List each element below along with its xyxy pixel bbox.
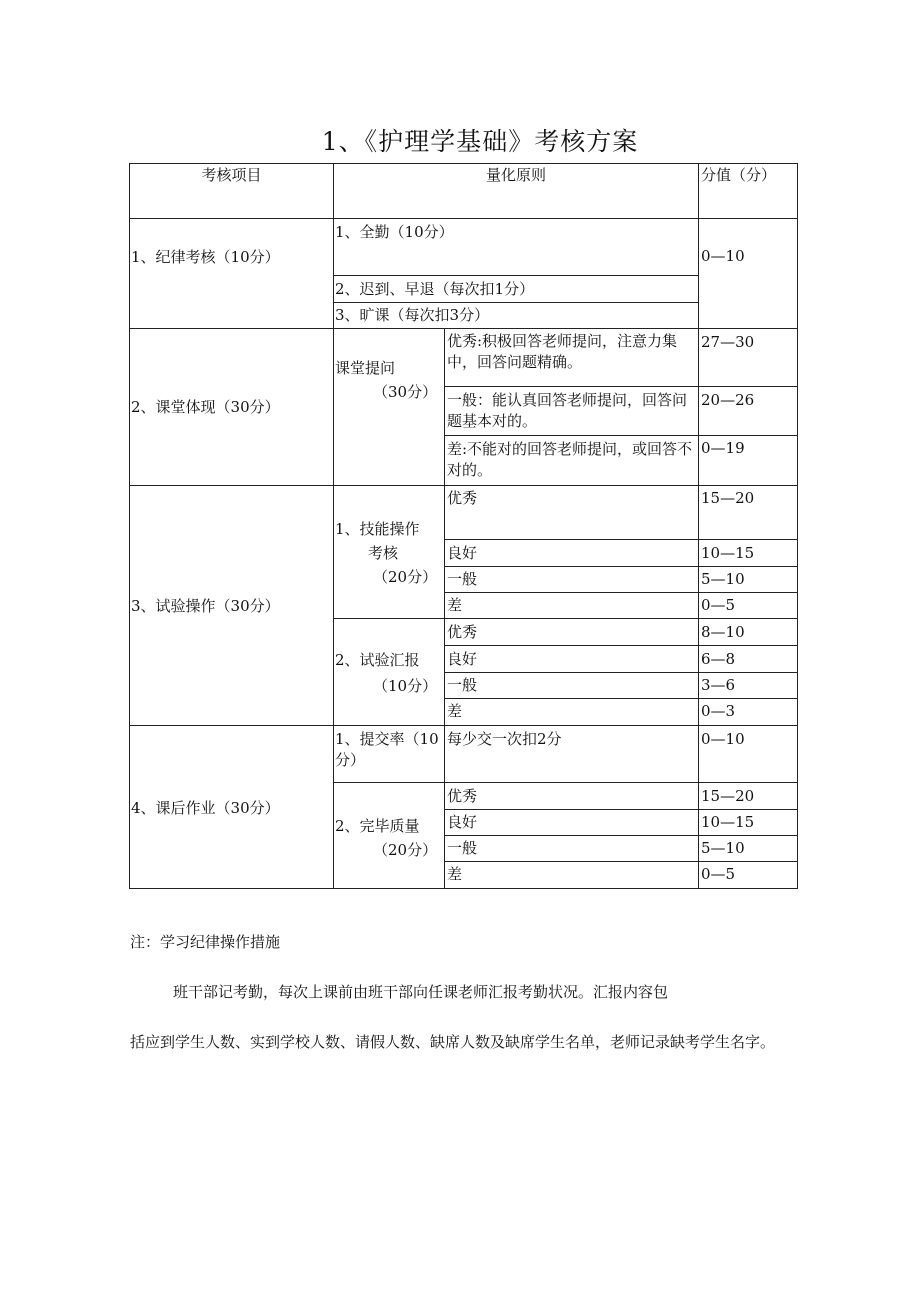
quality-grade-average: 一般 [447,839,478,857]
quality-score-poor: 0—5 [701,865,736,883]
skill-grade-excellent: 优秀 [447,489,478,507]
header-rule: 量化原则 [485,166,546,184]
classroom-score-excellent: 27—30 [701,333,755,351]
table-outer-border [130,164,798,889]
experiment-report-label: 2、试验汇报 [335,651,420,669]
report-grade-poor: 差 [447,702,463,720]
quality-grade-poor: 差 [447,865,463,883]
classroom-level-excellent: 优秀:积极回答老师提问，注意力集中，回答问题精确。 [447,332,678,371]
discipline-rule-2: 2、迟到、早退（每次扣1分） [335,280,535,298]
report-score-excellent: 8—10 [701,623,745,641]
classroom-level-poor: 差:不能对的回答老师提问，或回答不对的。 [447,440,693,479]
quality-grade-good: 良好 [447,813,478,831]
report-score-average: 3—6 [701,676,736,694]
discipline-rule-1: 1、全勤（10分） [335,223,454,241]
quality-score-good: 10—15 [701,813,755,831]
discipline-score: 0—10 [701,247,745,265]
classroom-sub-label: 课堂提问 [335,359,396,377]
skill-score-poor: 0—5 [701,596,736,614]
page-title: 1、《护理学基础》考核方案 [321,127,639,156]
experiment-label: 3、试验操作（30分） [131,597,280,615]
discipline-label: 1、纪律考核（10分） [131,248,280,266]
homework-quality-points: （20分） [373,841,438,859]
homework-submit-rule: 每少交一次扣2分 [447,730,562,748]
classroom-level-average: 一般：能认真回答老师提问，回答问题基本对的。 [447,391,688,430]
skill-score-average: 5—10 [701,570,745,588]
classroom-sub-points: （30分） [373,383,438,401]
header-item: 考核项目 [201,166,262,184]
report-grade-good: 良好 [447,650,478,668]
experiment-skill-points: （20分） [373,568,438,586]
homework-label: 4、课后作业（30分） [131,799,280,817]
skill-score-excellent: 15—20 [701,489,755,507]
classroom-score-average: 20—26 [701,391,755,409]
report-grade-excellent: 优秀 [447,623,478,641]
experiment-skill-label: 1、技能操作 [335,520,420,538]
experiment-report-points: （10分） [373,677,438,695]
quality-grade-excellent: 优秀 [447,787,478,805]
skill-grade-average: 一般 [447,570,478,588]
note-paragraph-line-2: 括应到学生人数、实到学校人数、请假人数、缺席人数及缺席学生名单，老师记录缺考学生名字。 [130,1033,776,1051]
homework-submit-score: 0—10 [701,730,745,748]
header-score: 分值（分） [701,166,777,184]
experiment-skill-label-2: 考核 [368,544,399,562]
homework-quality-label: 2、完毕质量 [335,817,420,835]
report-score-good: 6—8 [701,650,736,668]
skill-score-good: 10—15 [701,544,755,562]
homework-submit-label: 1、提交率（10分） [335,730,439,769]
discipline-rule-3: 3、旷课（每次扣3分） [335,306,490,324]
note-heading: 注：学习纪律操作措施 [130,933,281,951]
quality-score-average: 5—10 [701,839,745,857]
classroom-score-poor: 0—19 [701,439,745,457]
report-score-poor: 0—3 [701,702,736,720]
report-grade-average: 一般 [447,676,478,694]
skill-grade-poor: 差 [447,596,463,614]
quality-score-excellent: 15—20 [701,787,755,805]
note-paragraph-line-1: 班干部记考勤，每次上课前由班干部向任课老师汇报考勤状况。汇报内容包 [173,983,669,1001]
skill-grade-good: 良好 [447,544,478,562]
classroom-label: 2、课堂体现（30分） [131,398,280,416]
